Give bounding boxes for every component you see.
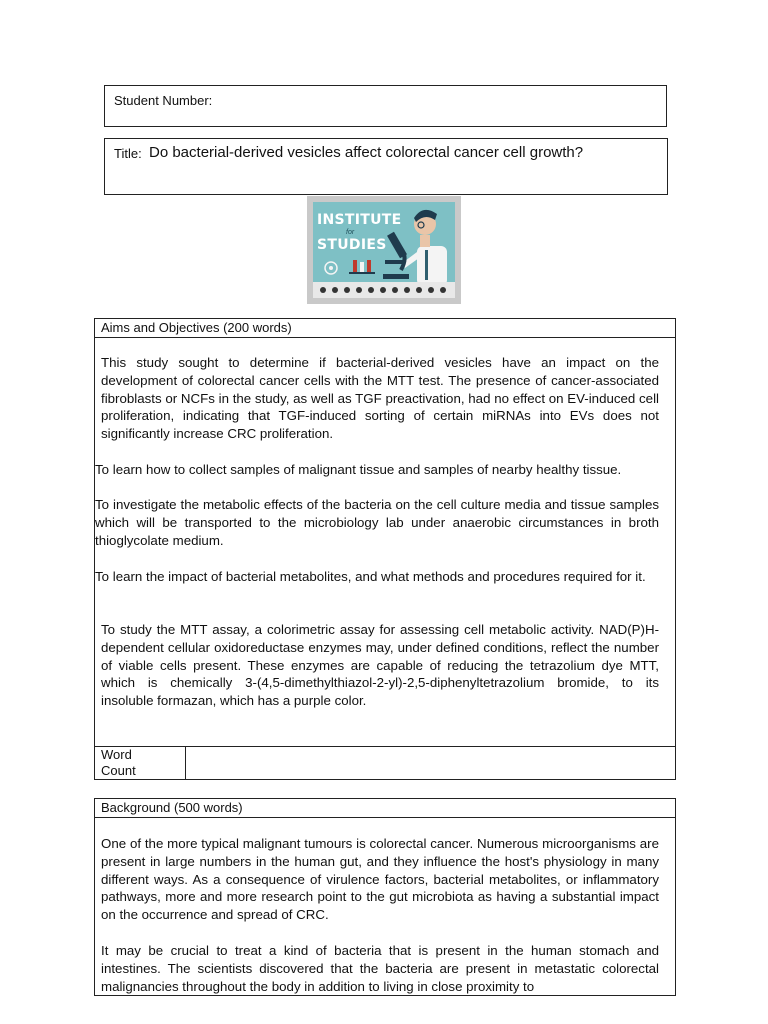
aims-heading: Aims and Objectives (200 words) <box>95 319 675 338</box>
background-paragraph: One of the more typical malignant tumours is colorectal cancer. Numerous microorganisms are present in large numbers in the human gut, and they influence the host's physiology in many different ways. As a consequence of virulence factors, bacterial metabolites, or inflammatory pathways, more and more research point to the gut microbiota as having a substantial impact on the occurrence and spread of CRC. <box>101 836 659 923</box>
title-field[interactable] <box>104 138 668 195</box>
objective-item: To investigate the metabolic effects of the bacteria on the cell culture media and tissue samples which will be transported to the microbiology lab under anaerobic circumstances in broth thioglycolate medium. <box>95 497 659 548</box>
document-title: Do bacterial-derived vesicles affect colorectal cancer cell growth? <box>149 144 584 161</box>
logo-background <box>313 202 455 298</box>
title-label: Title: <box>114 146 142 161</box>
word-count-row <box>95 746 675 780</box>
word-count-value[interactable] <box>191 755 661 773</box>
background-paragraph: It may be crucial to treat a kind of bacteria that is present in the human stomach and intestines. The scientists discovered that the bacteria are present in metastatic colorectal malignancies throughout the body in addition to living in close proximity to <box>101 943 659 994</box>
logo-line-institute: INSTITUTE <box>317 212 402 228</box>
aims-objectives-section <box>94 318 676 780</box>
logo-line-for: for <box>346 229 355 236</box>
logo-line-studies: STUDIES <box>317 237 387 253</box>
aims-paragraph: This study sought to determine if bacterial-derived vesicles have an impact on the development of colorectal cancer cells with the MTT test. The presence of cancer-associated fibroblasts or NCFs in the study, as well as TGF preactivation, had no effect on EV-induced cell proliferation, indicating that TGF-induced sorting of certain miRNAs into EVs does not significantly increase CRC proliferation. <box>101 355 659 442</box>
objective-item: To learn how to collect samples of malignant tissue and samples of nearby healthy tissue. <box>95 462 622 477</box>
word-count-label-cell <box>95 747 186 780</box>
objective-item: To study the MTT assay, a colorimetric assay for assessing cell metabolic activity. NAD(P)H-dependent cellular oxidoreductase enzymes may, under defined conditions, reflect the number of viable cells present. These enzymes are capable of reducing the tetrazolium dye MTT, which is chemically 3-(4,5-dimethylthiazol-2-yl)-2,5-diphenyltetrazolium bromide, to its insoluble formazan, which has a purple color. <box>101 622 659 709</box>
student-number-field[interactable] <box>104 85 667 127</box>
background-section <box>94 798 676 996</box>
background-heading: Background (500 words) <box>95 799 675 818</box>
student-number-label: Student Number: <box>114 93 213 108</box>
scientist-microscope-icon <box>313 202 455 298</box>
objective-item: To learn the impact of bacterial metabolites, and what methods and procedures required for it. <box>95 569 646 584</box>
institute-logo <box>307 196 461 304</box>
word-count-label: Word Count <box>101 747 136 778</box>
